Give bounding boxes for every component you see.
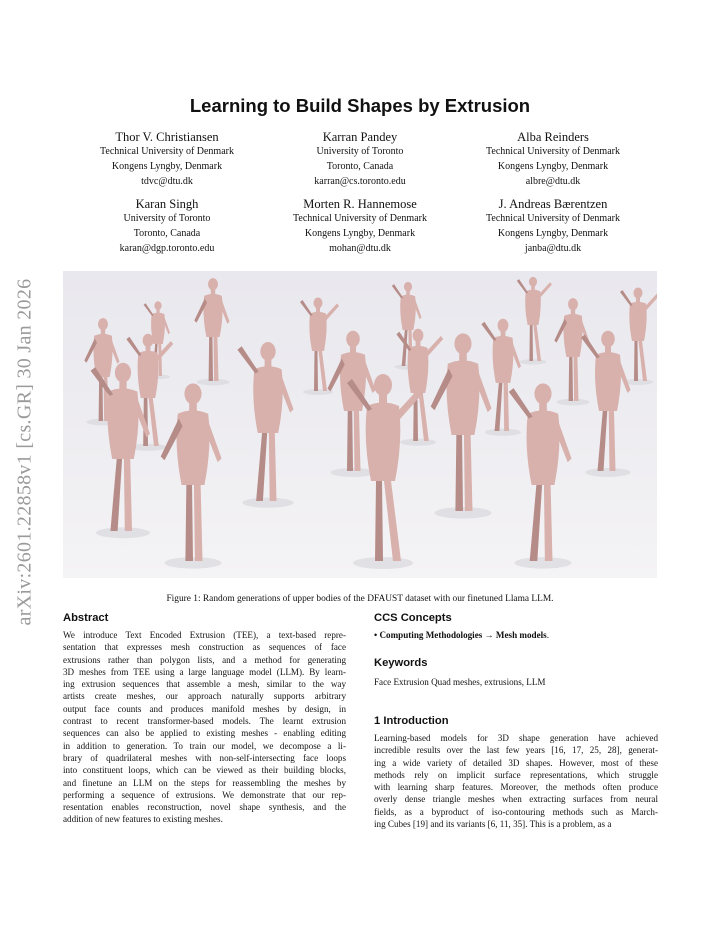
body-mesh xyxy=(194,278,229,385)
author-affiliation: Technical University of Denmark xyxy=(100,146,234,157)
keywords-text: Face Extrusion Quad meshes, extrusions, LLM xyxy=(374,677,546,687)
keywords-heading: Keywords xyxy=(374,657,428,669)
body-mesh xyxy=(431,333,492,518)
introduction-heading: 1 Introduction xyxy=(374,715,449,727)
author-name: Thor V. Christiansen xyxy=(115,130,219,144)
body-mesh xyxy=(481,319,521,436)
author-name: J. Andreas Bærentzen xyxy=(498,197,608,211)
author-affiliation: Technical University of Denmark xyxy=(486,146,620,157)
text-line: ing Cubes [19] and its variants [6, 11, 35]. This is a problem, as a xyxy=(374,819,612,830)
text-line: We introduce Text Encoded Extrusion (TEE), a text-based repre- xyxy=(63,630,346,640)
text-line: 3D meshes from TEE using a large language model (LLM). By learn- xyxy=(63,666,346,677)
text-line: with learning sharp features. Moreover, the methods often produce xyxy=(374,782,658,793)
text-line: incredible results over the last few years [16, 17, 25, 28], generat- xyxy=(374,745,658,756)
text-line: sequences can also be applied to existing meshes - enabling editing xyxy=(63,728,346,739)
teaser-figure xyxy=(63,271,657,578)
author-email: mohan@dtu.dk xyxy=(329,242,391,254)
author-location: Kongens Lyngby, Denmark xyxy=(111,160,223,172)
author-affiliation: Technical University of Denmark xyxy=(486,213,620,224)
text-line: in addition to generation. To train our model, we decompose a li- xyxy=(63,740,346,751)
author-name: Morten R. Hannemose xyxy=(303,197,417,211)
paper-title: Learning to Build Shapes by Extrusion xyxy=(189,95,531,116)
arxiv-identifier: arXiv:2601.22858v1 [cs.GR] 30 Jan 2026 xyxy=(13,278,36,626)
text-line: ing a wide variety of detailed 3D shapes. However, most of these xyxy=(374,757,658,768)
text-line: brary of quadrilateral meshes with non-self-intersecting face loops xyxy=(63,752,346,763)
author-name: Karran Pandey xyxy=(322,130,398,144)
author-location: Toronto, Canada xyxy=(133,227,201,239)
author-email: karran@cs.toronto.edu xyxy=(314,175,406,187)
author-email: janba@dtu.dk xyxy=(524,242,582,254)
body-mesh xyxy=(517,277,552,365)
body-mesh xyxy=(509,383,572,568)
body-mesh xyxy=(581,331,631,477)
author-affiliation: Technical University of Denmark xyxy=(293,213,427,224)
abstract-heading: Abstract xyxy=(63,612,109,624)
author-affiliation: University of Toronto xyxy=(123,213,211,224)
text-line: overly dense triangle meshes when extracting surfaces from neural xyxy=(374,794,658,805)
text-line: contrast to recent transformer-based models. The learnt extrusion xyxy=(63,716,346,727)
author-block xyxy=(438,129,668,189)
text-line: performing a sequence of extrusions. We demonstrate that our rep- xyxy=(63,789,346,800)
abstract-body xyxy=(63,629,346,826)
introduction-body xyxy=(374,732,658,830)
author-location: Kongens Lyngby, Denmark xyxy=(497,160,609,172)
text-line: into constituent loops, which can be viewed as their building blocks, xyxy=(63,765,346,776)
author-name: Karan Singh xyxy=(135,197,199,211)
author-name: Alba Reinders xyxy=(517,130,589,144)
ccs-concepts xyxy=(374,629,658,641)
author-email: albre@dtu.dk xyxy=(525,175,581,187)
author-affiliation: University of Toronto xyxy=(316,146,404,157)
text-line: extrusions rather than polygon lists, and a method for generating xyxy=(63,654,346,665)
ccs-end: . xyxy=(546,630,549,640)
text-line: methods rely on implicit surface representations, which struggle xyxy=(374,769,658,780)
body-mesh xyxy=(554,298,589,405)
text-line: and finetune an LLM on the steps for reassembling the meshes by xyxy=(63,777,346,788)
text-line: artists create meshes, our approach naturally supports arbitrary xyxy=(63,691,346,702)
author-location: Kongens Lyngby, Denmark xyxy=(304,227,416,239)
author-location: Toronto, Canada xyxy=(326,160,394,172)
author-email: karan@dgp.toronto.edu xyxy=(119,242,215,254)
author-location: Kongens Lyngby, Denmark xyxy=(497,227,609,239)
text-line: output face counts and produces manifold meshes by design, in xyxy=(63,703,346,714)
author-block xyxy=(438,196,668,256)
body-mesh xyxy=(620,288,657,386)
body-mesh xyxy=(161,383,222,568)
generated-bodies-render xyxy=(63,271,657,578)
author-email: tdvc@dtu.dk xyxy=(141,175,193,187)
text-line: addition of new features to existing meshes. xyxy=(63,814,223,825)
text-line: resentation enables reconstruction, novel shape synthesis, and the xyxy=(63,802,346,813)
figure-caption: Figure 1: Random generations of upper bodies of the DFAUST dataset with our finetuned Llama LLM. xyxy=(166,594,554,604)
text-line: sentation that expresses mesh construction as sequences of face xyxy=(63,642,346,653)
ccs-heading: CCS Concepts xyxy=(374,612,452,624)
body-mesh xyxy=(237,342,293,508)
text-line: ing extrusion sequences that assemble a mesh, similar to the way xyxy=(63,679,346,690)
text-line: Learning-based models for 3D shape generation have achieved xyxy=(374,733,658,743)
text-line: fields, as a byproduct of iso-contouring methods such as March- xyxy=(374,806,658,817)
ccs-bullet: • Computing Methodologies → Mesh models xyxy=(374,630,547,640)
